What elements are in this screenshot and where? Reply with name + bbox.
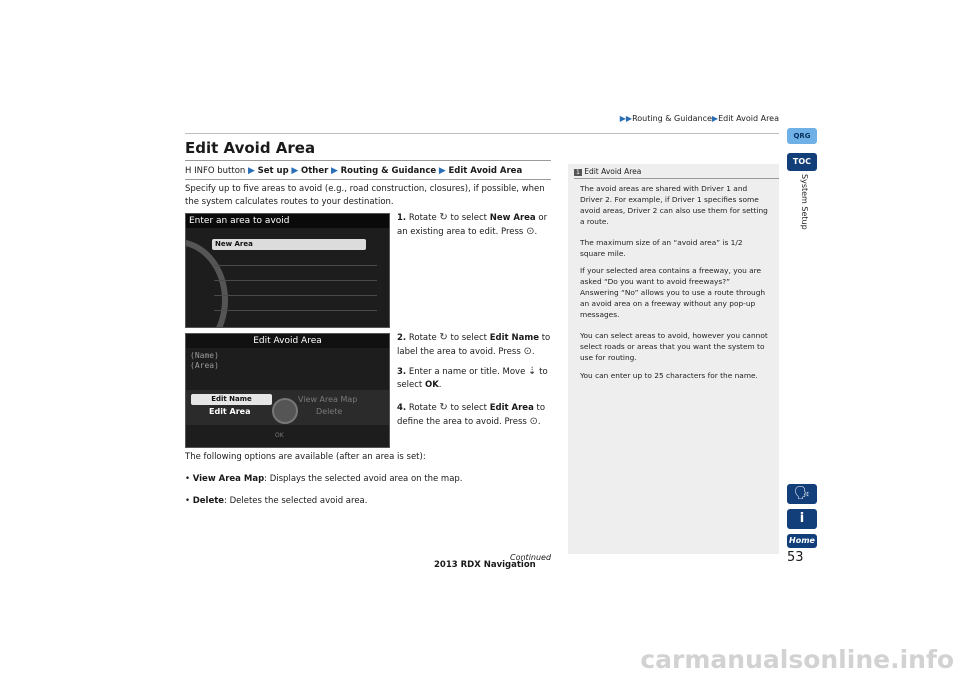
option-term: Delete — [192, 496, 225, 506]
step-2: 2. Rotate ↻ to select Edit Name to label the area to avoid. Press ⊙. — [397, 332, 551, 357]
area-value: (Area) — [190, 361, 219, 370]
dial-arc — [185, 239, 228, 328]
step-text: Rotate — [408, 333, 437, 343]
side-note-paragraph: If your selected area contains a freeway, you are asked “Do you want to avoid freeways?” Answering “No” allows you to use a route through an avoid area on a freeway without any pop-up messages. — [580, 266, 766, 319]
path-arrow-icon: ▶ — [291, 166, 299, 176]
path-arrow-icon: ▶ — [248, 166, 255, 176]
ok-option[interactable]: OK — [275, 432, 284, 439]
step-target: Edit Name — [489, 333, 540, 343]
step-text: Enter a name or title. Move — [408, 367, 526, 377]
path-arrow-icon: ▶ — [331, 166, 338, 176]
step-target: New Area — [489, 213, 536, 223]
menu-path-step: Other — [301, 166, 329, 176]
header-divider — [185, 133, 779, 134]
menu-path-step: Routing & Guidance — [340, 166, 437, 176]
continued-label: Continued — [510, 553, 552, 562]
breadcrumb-arrow-icon: ▶▶ — [619, 114, 633, 123]
step-1: 1. Rotate ↻ to select New Area or an existing area to edit. Press ⊙. — [397, 212, 548, 237]
area-name-value: (Name) — [190, 351, 219, 360]
option-item — [185, 495, 463, 508]
edit-name-option[interactable]: Edit Name — [191, 394, 272, 405]
step-3: 3. Enter a name or title. Move ⇣ to select OK. — [397, 366, 548, 390]
options-section — [185, 451, 463, 508]
title-divider — [185, 160, 551, 161]
screen-header: Edit Avoid Area — [186, 334, 389, 348]
rotate-knob-icon: ↻ — [439, 402, 448, 413]
step-number: 1. — [397, 213, 407, 223]
step-target: OK — [424, 380, 439, 390]
menu-path-prefix: INFO button — [194, 166, 246, 176]
step-text: to label the area to avoid. Press — [397, 333, 551, 357]
voice-command-icon[interactable]: 🗣 — [787, 484, 817, 504]
dial-knob-icon — [272, 398, 298, 424]
intro-text: Specify up to five areas to avoid (e.g., road construction, closures), if possible, when the system calculates routes to your destination. — [185, 184, 545, 207]
step-number: 3. — [397, 367, 407, 377]
page-number: 53 — [787, 550, 804, 565]
step-text: to select — [450, 403, 487, 413]
step-text: Rotate — [408, 213, 437, 223]
step-target: Edit Area — [489, 403, 534, 413]
home-key-icon: H — [185, 166, 192, 176]
section-label: System Setup — [800, 174, 809, 230]
screen-enter-area — [185, 213, 390, 328]
step-4: 4. Rotate ↻ to select Edit Area to define the area to avoid. Press ⊙. — [397, 402, 546, 427]
breadcrumb-section[interactable]: Routing & Guidance — [632, 114, 712, 123]
rotate-knob-icon: ↻ — [439, 212, 448, 223]
menu-path-step: Edit Avoid Area — [448, 166, 523, 176]
menu-path-step: Set up — [257, 166, 289, 176]
press-knob-icon: ⊙ — [529, 416, 538, 427]
screen-edit-avoid-area — [185, 333, 390, 448]
bullet-icon: • — [185, 496, 191, 506]
option-desc: : Deletes the selected avoid area. — [224, 496, 368, 506]
side-note-title — [574, 167, 641, 176]
press-knob-icon: ⊙ — [526, 226, 535, 237]
side-note-divider — [574, 178, 779, 179]
delete-option[interactable]: Delete — [316, 407, 343, 416]
menu-path — [185, 166, 522, 176]
screen-header: Enter an area to avoid — [186, 214, 389, 228]
step-text: to select — [450, 333, 487, 343]
new-area-item[interactable]: New Area — [212, 239, 366, 250]
step-number: 4. — [397, 403, 407, 413]
breadcrumb — [620, 114, 779, 123]
bullet-icon: • — [185, 474, 191, 484]
side-note-heading: Edit Avoid Area — [584, 167, 642, 176]
note-marker-icon: 1 — [576, 169, 580, 176]
option-desc: : Displays the selected avoid area on the map. — [264, 474, 463, 484]
side-note-paragraph: The avoid areas are shared with Driver 1 and Driver 2. For example, if Driver 1 specifies some avoid areas, Driver 2 can also use them for setting a route. — [580, 184, 768, 226]
path-arrow-icon: ▶ — [438, 166, 446, 176]
home-icon[interactable]: Home — [787, 534, 817, 548]
toc-button[interactable]: TOC — [787, 153, 817, 171]
step-text: to select — [450, 213, 487, 223]
view-area-map-option[interactable]: View Area Map — [298, 395, 358, 404]
breadcrumb-page: Edit Avoid Area — [718, 114, 779, 123]
edit-area-option[interactable]: Edit Area — [209, 407, 251, 416]
info-icon[interactable]: i — [787, 509, 817, 529]
step-text: to select — [397, 367, 548, 390]
footer-title: 2013 RDX Navigation — [434, 560, 536, 570]
breadcrumb-arrow-icon: ▶ — [711, 114, 719, 123]
page-title: Edit Avoid Area — [185, 139, 316, 157]
step-text: to define the area to avoid. Press — [397, 403, 546, 427]
path-divider — [185, 179, 551, 180]
qrg-button[interactable]: QRG — [787, 128, 817, 144]
move-knob-icon: ⇣ — [528, 366, 537, 377]
rotate-knob-icon: ↻ — [439, 332, 448, 343]
option-term: View Area Map — [192, 474, 265, 484]
side-note-paragraph: You can enter up to 25 characters for the name. — [580, 371, 758, 380]
press-knob-icon: ⊙ — [523, 346, 532, 357]
step-number: 2. — [397, 333, 407, 343]
step-text: Rotate — [408, 403, 437, 413]
options-intro: The following options are available (after an area is set): — [185, 452, 426, 462]
watermark: carmanualsonline.info — [640, 645, 954, 674]
option-item — [185, 473, 463, 486]
side-note-paragraph: You can select areas to avoid, however you cannot select roads or areas that you want the system to use for routing. — [580, 331, 768, 362]
step-text: or an existing area to edit. Press — [397, 213, 548, 237]
side-note-paragraph: The maximum size of an “avoid area” is 1/2 square mile. — [580, 238, 743, 258]
